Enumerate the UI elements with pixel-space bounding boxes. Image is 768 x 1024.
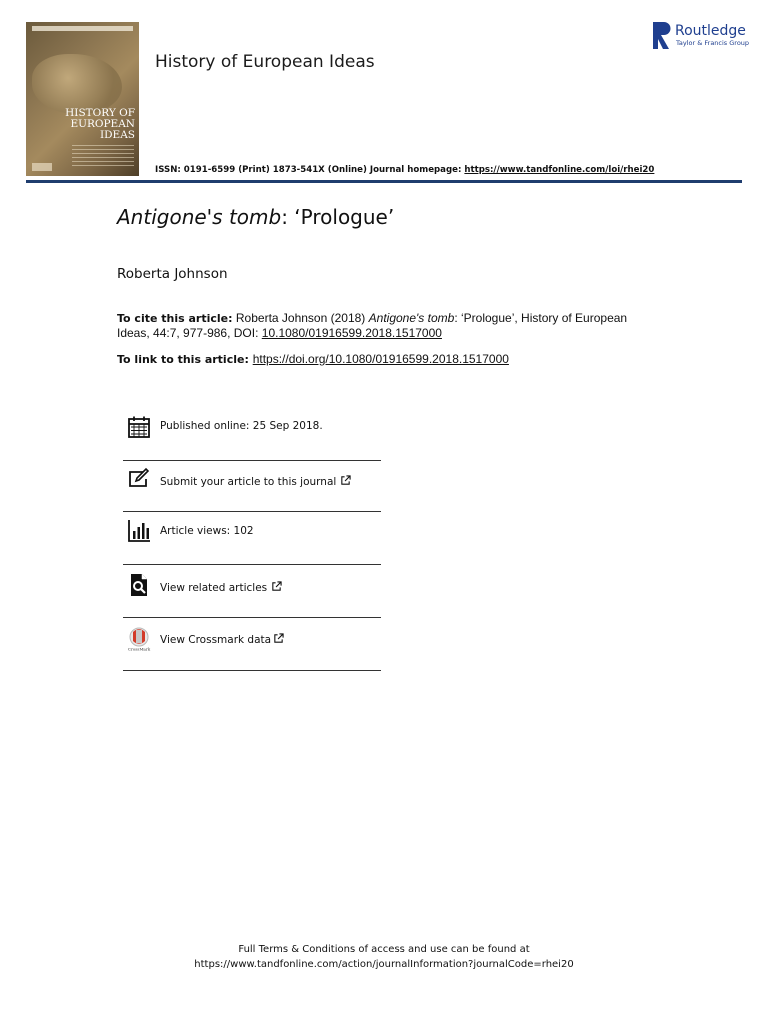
article-title-italic: Antigone's tomb [117, 205, 282, 229]
publisher-name: Routledge [675, 23, 746, 39]
divider [123, 460, 381, 461]
external-link-icon [340, 475, 351, 486]
issn-line [155, 165, 654, 175]
citation-text-after: : ‘Prologue’, History of European Ideas, 44:7, 977-986, DOI: [117, 311, 628, 340]
crossmark-icon-label: CrossMark [127, 646, 151, 651]
citation-title: Antigone's tomb [368, 311, 455, 325]
author-name: Roberta Johnson [117, 266, 228, 282]
related-articles-link[interactable] [160, 581, 282, 594]
calendar-icon [127, 415, 151, 439]
divider [123, 670, 381, 671]
published-online-item [123, 413, 381, 443]
crossmark-link[interactable] [160, 633, 284, 646]
external-link-icon [273, 633, 284, 644]
cover-publisher-mark [32, 163, 52, 171]
divider [123, 511, 381, 512]
divider [123, 564, 381, 565]
article-link-block [117, 352, 509, 366]
footer [0, 942, 768, 972]
cover-title: HISTORY OF EUROPEAN IDEAS [65, 107, 135, 141]
submit-article-text: Submit your article to this journal [160, 476, 337, 488]
submit-article-link[interactable] [160, 475, 351, 488]
article-views-item [123, 517, 381, 547]
related-articles-item[interactable] [123, 571, 381, 601]
cover-top-band [32, 26, 133, 31]
crossmark-item[interactable] [123, 625, 381, 657]
article-views-text: Article views: 102 [160, 525, 254, 537]
citation-doi-link[interactable]: 10.1080/01916599.2018.1517000 [261, 326, 442, 340]
publisher-subtitle: Taylor & Francis Group [676, 39, 750, 47]
footer-terms-text: Full Terms & Conditions of access and use can be found at [238, 944, 530, 955]
citation-label: To cite this article: [117, 312, 233, 325]
routledge-r-icon [653, 22, 671, 49]
crossmark-text: View Crossmark data [160, 634, 272, 646]
search-document-icon [127, 573, 151, 597]
external-link-icon [271, 581, 282, 592]
cover-small-text [72, 145, 134, 167]
citation-text-before: Roberta Johnson (2018) [232, 311, 369, 325]
crossmark-icon [127, 627, 151, 651]
published-online-text: Published online: 25 Sep 2018. [160, 420, 323, 432]
bar-chart-icon [127, 519, 151, 543]
journal-title: History of European Ideas [155, 52, 375, 72]
journal-homepage-link[interactable]: https://www.tandfonline.com/loi/rhei20 [464, 165, 655, 175]
footer-terms-link[interactable]: https://www.tandfonline.com/action/journalInformation?journalCode=rhei20 [194, 959, 574, 970]
article-link-label: To link to this article: [117, 353, 253, 366]
article-doi-url[interactable]: https://doi.org/10.1080/01916599.2018.1517000 [252, 352, 509, 366]
citation-block [117, 311, 637, 341]
article-title-rest: : ‘Prologue’ [281, 205, 395, 229]
related-articles-text: View related articles [160, 582, 268, 594]
article-title [117, 205, 394, 229]
edit-icon [127, 467, 151, 491]
cover-map-illustration [32, 54, 122, 114]
header-rule [26, 180, 742, 183]
issn-text: ISSN: 0191-6599 (Print) 1873-541X (Online) Journal homepage: [155, 165, 465, 175]
routledge-logo[interactable] [653, 22, 749, 52]
journal-cover-image [26, 22, 139, 176]
divider [123, 617, 381, 618]
submit-article-item[interactable] [123, 466, 381, 496]
